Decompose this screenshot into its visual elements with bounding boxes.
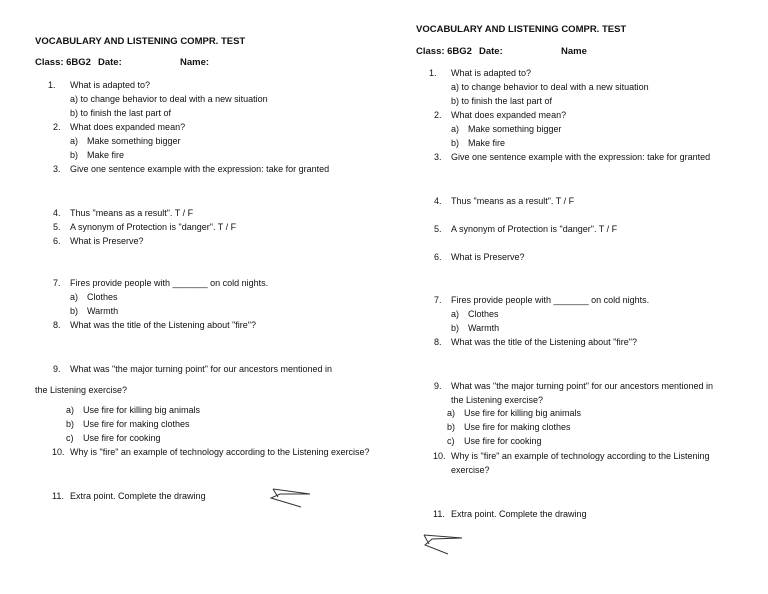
left-q9-opt-a: Use fire for killing big animals xyxy=(83,405,201,415)
left-q9-opt-a-letter: a) xyxy=(66,405,75,415)
left-q6-num: 6. xyxy=(53,236,61,246)
right-q8-text: What was the title of the Listening about "fire"? xyxy=(451,337,637,347)
left-q2-text: What does expanded mean? xyxy=(70,122,186,132)
left-q10-num: 10. xyxy=(52,447,65,457)
left-q2-opt-b-letter: b) xyxy=(70,150,79,160)
left-q1-text: What is adapted to? xyxy=(70,80,151,90)
right-q9-text: What was "the major turning point" for our ancestors mentioned in xyxy=(451,381,714,391)
right-q10-cont: exercise? xyxy=(451,465,490,475)
left-q4-num: 4. xyxy=(53,208,61,218)
right-q7-opt-a: Clothes xyxy=(468,309,499,319)
right-q7-num: 7. xyxy=(434,295,442,305)
left-q2-opt-b: Make fire xyxy=(87,150,125,160)
right-q6-num: 6. xyxy=(434,252,442,262)
right-drawing-sketch xyxy=(420,530,466,558)
left-drawing-sketch xyxy=(268,484,314,510)
right-q2-text: What does expanded mean? xyxy=(451,110,567,120)
right-q1-option-b: b) to finish the last part of xyxy=(451,96,553,106)
right-q9-opt-a: Use fire for killing big animals xyxy=(464,408,582,418)
right-q3-num: 3. xyxy=(434,152,442,162)
right-q1-num: 1. xyxy=(429,68,437,78)
left-q10-text: Why is "fire" an example of technology according to the Listening exercise? xyxy=(70,447,370,457)
left-date-label: Date: xyxy=(98,57,122,68)
right-class-label: Class: 6BG2 xyxy=(416,46,472,57)
right-q1-text: What is adapted to? xyxy=(451,68,532,78)
right-q2-opt-a-letter: a) xyxy=(451,124,460,134)
right-q4-text: Thus "means as a result". T / F xyxy=(451,196,575,206)
left-q2-opt-a-letter: a) xyxy=(70,136,79,146)
left-q1-option-b: b) to finish the last part of xyxy=(70,108,172,118)
right-q7-opt-b: Warmth xyxy=(468,323,500,333)
left-class-label: Class: 6BG2 xyxy=(35,57,91,68)
right-q3-text: Give one sentence example with the expression: take for granted xyxy=(451,152,711,162)
left-q7-opt-b-letter: b) xyxy=(70,306,79,316)
left-q6-text: What is Preserve? xyxy=(70,236,144,246)
right-q9-opt-b: Use fire for making clothes xyxy=(464,422,571,432)
left-q7-opt-a-letter: a) xyxy=(70,292,79,302)
left-q2-opt-a: Make something bigger xyxy=(87,136,181,146)
right-title: VOCABULARY AND LISTENING COMPR. TEST xyxy=(416,24,627,35)
left-q5-num: 5. xyxy=(53,222,61,232)
left-q8-num: 8. xyxy=(53,320,61,330)
right-q10-num: 10. xyxy=(433,451,446,461)
left-q1-option-a: a) to change behavior to deal with a new situation xyxy=(70,94,268,104)
right-q6-text: What is Preserve? xyxy=(451,252,525,262)
right-q9-cont: the Listening exercise? xyxy=(451,395,544,405)
left-q7-num: 7. xyxy=(53,278,61,288)
right-q5-text: A synonym of Protection is "danger". T / F xyxy=(451,224,618,234)
left-q9-opt-b: Use fire for making clothes xyxy=(83,419,190,429)
left-q4-text: Thus "means as a result". T / F xyxy=(70,208,194,218)
left-title: VOCABULARY AND LISTENING COMPR. TEST xyxy=(35,36,246,47)
right-name-label: Name xyxy=(561,46,587,57)
left-q2-num: 2. xyxy=(53,122,61,132)
left-q7-text: Fires provide people with _______ on cold nights. xyxy=(70,278,269,288)
left-q5-text: A synonym of Protection is "danger". T / F xyxy=(70,222,237,232)
right-q8-num: 8. xyxy=(434,337,442,347)
right-q5-num: 5. xyxy=(434,224,442,234)
left-q11-text: Extra point. Complete the drawing xyxy=(70,491,206,501)
right-q9-opt-a-letter: a) xyxy=(447,408,456,418)
right-date-label: Date: xyxy=(479,46,503,57)
left-q9-opt-b-letter: b) xyxy=(66,419,75,429)
right-q10-text: Why is "fire" an example of technology according to the Listening xyxy=(451,451,710,461)
left-q9-wrap: the Listening exercise? xyxy=(35,385,128,395)
right-q11-num: 11. xyxy=(433,509,445,519)
right-q2-opt-b: Make fire xyxy=(468,138,506,148)
right-q9-opt-c-letter: c) xyxy=(447,436,455,446)
left-q11-num: 11. xyxy=(52,491,64,501)
right-q2-num: 2. xyxy=(434,110,442,120)
right-q4-num: 4. xyxy=(434,196,442,206)
left-q9-num: 9. xyxy=(53,364,61,374)
right-q9-num: 9. xyxy=(434,381,442,391)
left-q9-opt-c: Use fire for cooking xyxy=(83,433,161,443)
left-q7-opt-a: Clothes xyxy=(87,292,118,302)
left-q3-text: Give one sentence example with the expression: take for granted xyxy=(70,164,330,174)
right-q9-opt-b-letter: b) xyxy=(447,422,456,432)
left-q7-opt-b: Warmth xyxy=(87,306,119,316)
right-q2-opt-b-letter: b) xyxy=(451,138,460,148)
right-q7-text: Fires provide people with _______ on cold nights. xyxy=(451,295,650,305)
left-q9-text: What was "the major turning point" for our ancestors mentioned in xyxy=(70,364,333,374)
left-q8-text: What was the title of the Listening about "fire"? xyxy=(70,320,256,330)
right-q9-opt-c: Use fire for cooking xyxy=(464,436,542,446)
left-q1-num: 1. xyxy=(48,80,56,90)
right-q1-option-a: a) to change behavior to deal with a new situation xyxy=(451,82,649,92)
right-q7-opt-a-letter: a) xyxy=(451,309,460,319)
left-q9-opt-c-letter: c) xyxy=(66,433,74,443)
right-q11-text: Extra point. Complete the drawing xyxy=(451,509,587,519)
right-q2-opt-a: Make something bigger xyxy=(468,124,562,134)
left-name-label: Name: xyxy=(180,57,210,68)
right-q7-opt-b-letter: b) xyxy=(451,323,460,333)
left-q3-num: 3. xyxy=(53,164,61,174)
